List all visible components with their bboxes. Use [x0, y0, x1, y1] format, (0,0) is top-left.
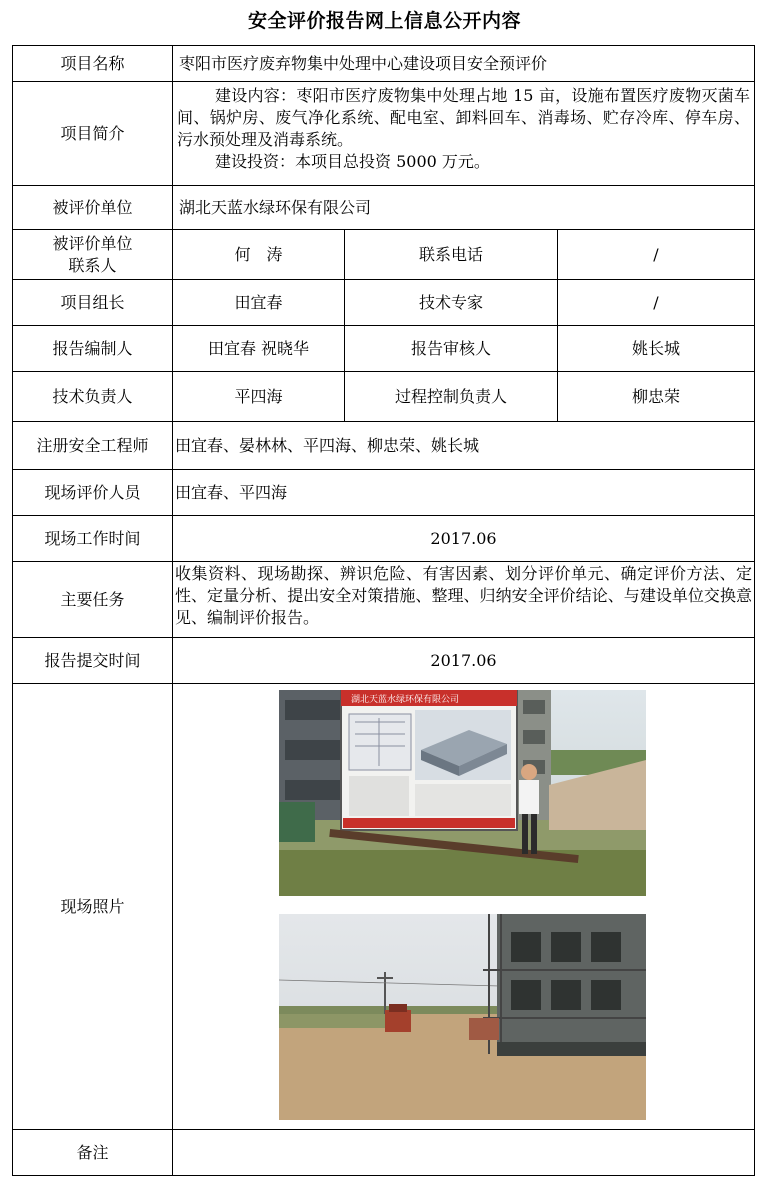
label-evaluated-unit: 被评价单位 — [13, 186, 173, 230]
label-process-controller: 过程控制负责人 — [345, 372, 558, 422]
label-submit-time: 报告提交时间 — [13, 638, 173, 684]
label-engineers: 注册安全工程师 — [13, 422, 173, 470]
site-photo-construction — [279, 914, 646, 1120]
intro-investment: 建设投资：本项目总投资 5000 万元。 — [215, 152, 490, 171]
page-title: 安全评价报告网上信息公开内容 — [247, 10, 521, 32]
value-engineers: 田宜春、晏林林、平四海、柳忠荣、姚长城 — [173, 422, 755, 470]
value-phone: / — [558, 230, 755, 280]
site-photo-billboard — [279, 690, 646, 896]
label-project-intro: 项目简介 — [13, 82, 173, 186]
value-remarks — [173, 1130, 755, 1176]
value-tech-expert: / — [558, 280, 755, 326]
value-main-tasks — [173, 562, 755, 638]
label-site-photos: 现场照片 — [13, 684, 173, 1130]
value-process-controller: 柳忠荣 — [558, 372, 755, 422]
billboard-banner-text: 湖北天蓝水绿环保有限公司 — [351, 695, 460, 705]
label-site-work-time: 现场工作时间 — [13, 516, 173, 562]
label-phone: 联系电话 — [345, 230, 558, 280]
value-contact-person: 何 涛 — [173, 230, 345, 280]
label-report-author: 报告编制人 — [13, 326, 173, 372]
value-evaluated-unit: 湖北天蓝水绿环保有限公司 — [173, 186, 755, 230]
label-remarks: 备注 — [13, 1130, 173, 1176]
value-project-name: 枣阳市医疗废弃物集中处理中心建设项目安全预评价 — [173, 46, 755, 82]
label-contact: 被评价单位 联系人 — [13, 230, 173, 280]
label-project-name: 项目名称 — [13, 46, 173, 82]
value-report-author: 田宜春 祝晓华 — [173, 326, 345, 372]
main-tasks-text: 收集资料、现场勘探、辨识危险、有害因素、划分评价单元、确定评价方法、定性、定量分析、提出安全对策措施、整理、归纳安全评价结论、与建设单位交换意见、编制评价报告。 — [175, 564, 752, 627]
value-site-evaluators: 田宜春、平四海 — [173, 470, 755, 516]
label-tech-lead: 技术负责人 — [13, 372, 173, 422]
label-main-tasks: 主要任务 — [13, 562, 173, 638]
value-reviewer: 姚长城 — [558, 326, 755, 372]
label-reviewer: 报告审核人 — [345, 326, 558, 372]
value-site-work-time: 2017.06 — [173, 516, 755, 562]
value-submit-time: 2017.06 — [173, 638, 755, 684]
value-project-intro — [173, 82, 755, 186]
intro-content: 建设内容：枣阳市医疗废物集中处理占地 15 亩，设施布置医疗废物灭菌车间、锅炉房、废气净化系统、配电室、卸料回车、消毒场、贮存冷库、停车房、污水预处理及消毒系统。 — [177, 86, 750, 149]
label-team-leader: 项目组长 — [13, 280, 173, 326]
label-tech-expert: 技术专家 — [345, 280, 558, 326]
value-tech-lead: 平四海 — [173, 372, 345, 422]
label-site-evaluators: 现场评价人员 — [13, 470, 173, 516]
value-team-leader: 田宜春 — [173, 280, 345, 326]
